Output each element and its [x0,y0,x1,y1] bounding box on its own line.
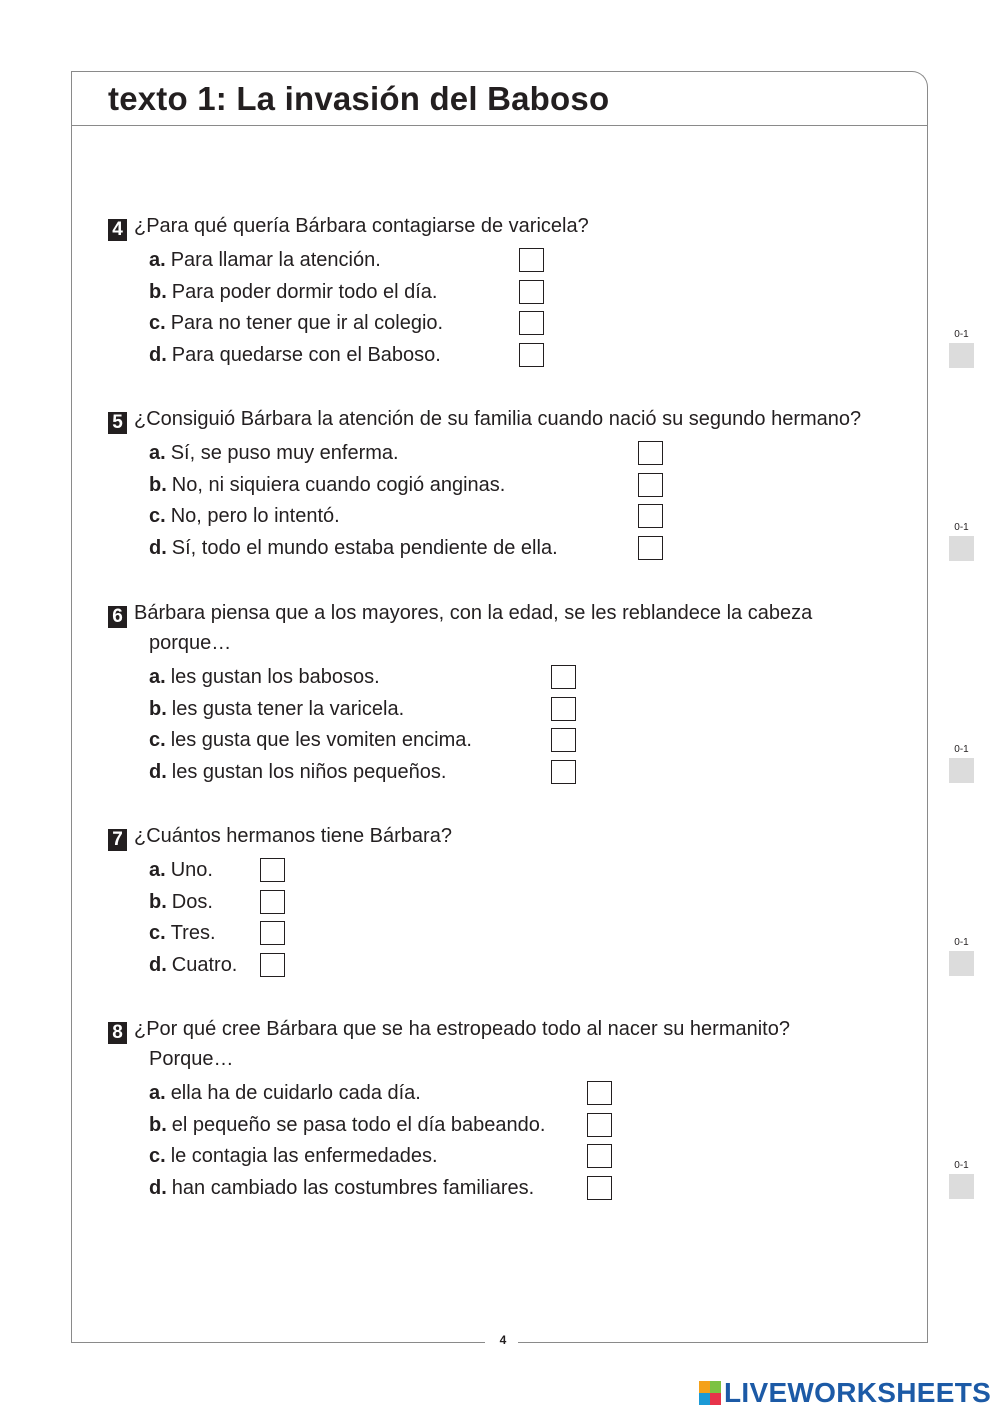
options-list [108,245,589,371]
option-text: les gusta que les vomiten encima. [170,729,472,751]
score-label: 0-1 [954,937,969,948]
option-c [149,308,589,340]
option-letter: a. [149,859,166,881]
score-box-q6 [949,744,974,783]
option-text: han cambiado las costumbres familiares. [171,1176,535,1199]
question-6 [108,598,812,788]
question-number: 5 [108,412,127,434]
checkbox[interactable] [519,343,544,367]
question-4 [108,211,589,371]
question-8-prompt [108,1014,790,1074]
option-letter: a. [149,666,166,688]
option-d [149,340,589,372]
checkbox[interactable] [587,1113,612,1137]
logo-square [699,1381,710,1393]
option-text: le contagia las enfermedades. [170,1145,438,1167]
question-5 [108,404,861,564]
logo-square [710,1381,721,1393]
checkbox[interactable] [587,1081,612,1105]
question-text: ¿Por qué cree Bárbara que se ha estropeado todo al nacer su hermanito? [134,1018,790,1040]
option-letter: b. [149,890,167,913]
brand-watermark [699,1378,991,1408]
option-letter: a. [149,249,166,271]
option-letter: d. [149,536,167,559]
option-letter: c. [149,312,166,334]
option-letter: d. [149,760,167,783]
score-field [949,343,974,368]
question-number: 4 [108,219,127,241]
checkbox[interactable] [551,665,576,689]
checkbox[interactable] [638,536,663,560]
option-letter: d. [149,953,167,976]
option-d [149,1173,790,1205]
option-text: ella ha de cuidarlo cada día. [170,1082,421,1104]
option-d [149,757,812,789]
options-list [108,1078,790,1204]
option-text: Tres. [170,922,216,944]
question-5-prompt [108,404,861,434]
option-text: Sí, se puso muy enferma. [170,442,399,464]
question-7-prompt [108,821,452,851]
option-a [149,438,861,470]
option-letter: c. [149,1145,166,1167]
option-c [149,725,812,757]
option-letter: c. [149,505,166,527]
option-b [149,277,589,309]
checkbox[interactable] [638,473,663,497]
question-continuation: Porque… [149,1048,234,1070]
checkbox[interactable] [519,280,544,304]
option-text: les gusta tener la varicela. [171,697,405,720]
question-continuation: porque… [149,632,232,654]
question-number: 7 [108,829,127,851]
checkbox[interactable] [638,441,663,465]
option-text: Para no tener que ir al colegio. [170,312,444,334]
option-d [149,950,452,982]
score-label: 0-1 [954,522,969,533]
page-title: texto 1: La invasión del Baboso [108,80,610,117]
title-divider [71,125,928,126]
score-field [949,1174,974,1199]
checkbox[interactable] [638,504,663,528]
checkbox[interactable] [260,921,285,945]
option-c [149,1141,790,1173]
options-list [108,438,861,564]
option-a [149,1078,790,1110]
option-text: les gustan los niños pequeños. [171,760,447,783]
option-letter: b. [149,473,167,496]
brand-logo-icon [699,1381,721,1405]
option-text: Sí, todo el mundo estaba pendiente de ella. [171,536,558,559]
checkbox[interactable] [551,697,576,721]
question-text: Bárbara piensa que a los mayores, con la edad, se les reblandece la cabeza [134,602,813,624]
option-text: Para llamar la atención. [170,249,381,271]
question-text: ¿Consiguió Bárbara la atención de su familia cuando nació su segundo hermano? [134,408,862,430]
option-b [149,694,812,726]
option-letter: c. [149,729,166,751]
checkbox[interactable] [519,311,544,335]
option-letter: b. [149,280,167,303]
option-text: Cuatro. [171,953,238,976]
question-text: ¿Para qué quería Bárbara contagiarse de varicela? [134,215,589,237]
option-letter: a. [149,442,166,464]
score-label: 0-1 [954,329,969,340]
option-b [149,1110,790,1142]
option-b [149,470,861,502]
option-letter: c. [149,922,166,944]
score-field [949,758,974,783]
option-text: No, ni siquiera cuando cogió anginas. [171,473,506,496]
option-text: Uno. [170,859,213,881]
option-b [149,887,452,919]
footer-divider-left [71,1342,485,1343]
option-a [149,245,589,277]
question-8 [108,1014,790,1204]
option-text: Para poder dormir todo el día. [171,280,438,303]
option-letter: d. [149,343,167,366]
checkbox[interactable] [587,1144,612,1168]
score-label: 0-1 [954,744,969,755]
option-c [149,501,861,533]
question-6-prompt [108,598,812,658]
option-text: Para quedarse con el Baboso. [171,343,441,366]
logo-square [710,1393,721,1405]
score-label: 0-1 [954,1160,969,1171]
option-text: Dos. [171,890,213,913]
option-text: les gustan los babosos. [170,666,380,688]
checkbox[interactable] [587,1176,612,1200]
checkbox[interactable] [260,890,285,914]
option-letter: d. [149,1176,167,1199]
question-number: 8 [108,1022,127,1044]
score-box-q4 [949,329,974,368]
question-7 [108,821,452,981]
logo-square [699,1393,710,1405]
checkbox[interactable] [260,858,285,882]
checkbox[interactable] [551,760,576,784]
footer-divider-right [518,1342,928,1343]
score-field [949,951,974,976]
checkbox[interactable] [551,728,576,752]
option-text: el pequeño se pasa todo el día babeando. [171,1113,546,1136]
option-d [149,533,861,565]
score-field [949,536,974,561]
option-letter: b. [149,1113,167,1136]
checkbox[interactable] [260,953,285,977]
checkbox[interactable] [519,248,544,272]
options-list [108,855,452,981]
option-c [149,918,452,950]
option-letter: b. [149,697,167,720]
page-number: 4 [499,1333,507,1347]
option-a [149,855,452,887]
question-number: 6 [108,606,127,628]
question-text: ¿Cuántos hermanos tiene Bárbara? [134,825,452,847]
option-text: No, pero lo intentó. [170,505,340,527]
option-letter: a. [149,1082,166,1104]
option-a [149,662,812,694]
options-list [108,662,812,788]
score-box-q5 [949,522,974,561]
score-box-q7 [949,937,974,976]
brand-name: LIVEWORKSHEETS [724,1377,992,1408]
question-4-prompt [108,211,589,241]
score-box-q8 [949,1160,974,1199]
